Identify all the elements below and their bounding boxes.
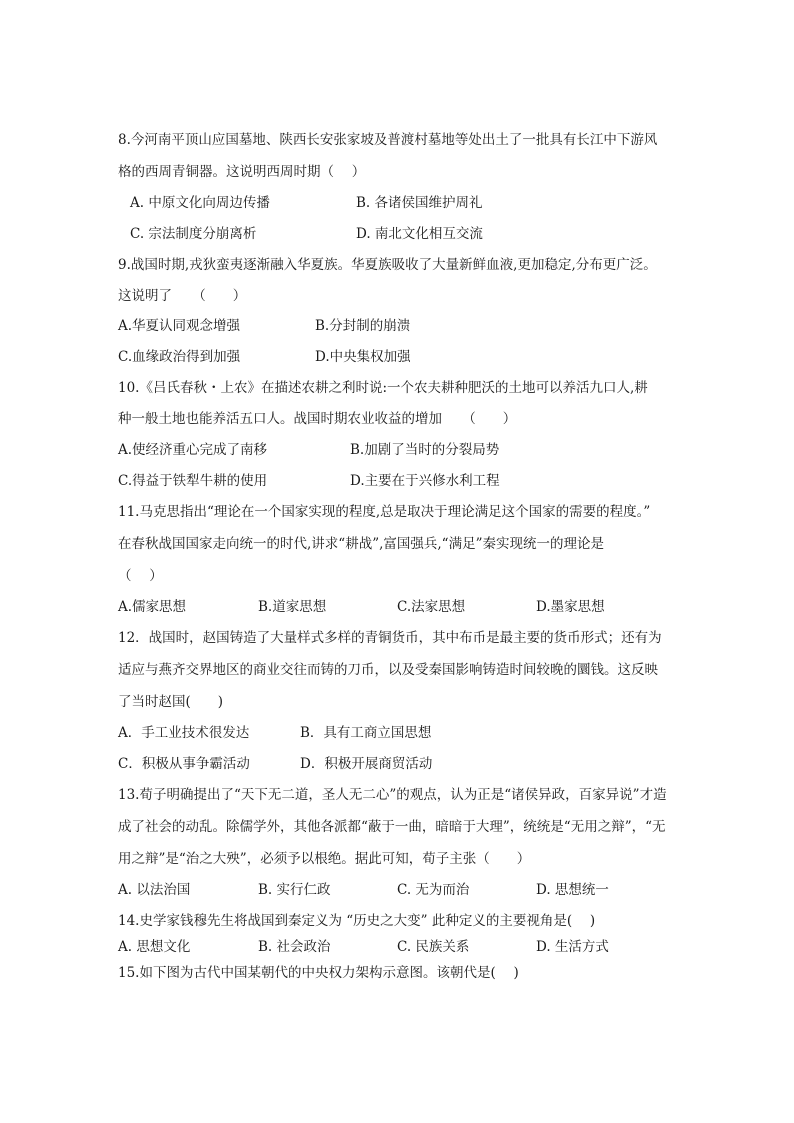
q8-option-b: B. 各诸侯国维护周礼 bbox=[356, 195, 483, 211]
q10-option-c: C.得益于铁犁牛耕的使用 bbox=[118, 473, 268, 489]
q9-option-a: A.华夏认同观念增强 bbox=[118, 318, 241, 334]
q11-stem-line-1: 11.马克思指出“理论在一个国家实现的程度,总是取决于理论满足这个国家的需要的程度。” bbox=[118, 504, 651, 520]
q10-stem-line-1: 10.《吕氏春秋・上农》在描述农耕之利时说:一个农夫耕种肥沃的土地可以养活九口人,耕 bbox=[118, 380, 648, 396]
q14-option-d: D. 生活方式 bbox=[536, 939, 609, 955]
q12-option-b: B．具有工商立国思想 bbox=[300, 725, 432, 741]
q9-option-b: B.分封制的崩溃 bbox=[315, 318, 411, 334]
q13-stem-line-3: 用之辩”是“治之大殃”，必须予以根绝。据此可知，荀子主张（ ） bbox=[118, 851, 531, 867]
q11-option-b: B.道家思想 bbox=[258, 599, 327, 615]
q14-option-c: C. 民族关系 bbox=[397, 939, 470, 955]
q10-option-a: A.使经济重心完成了南移 bbox=[118, 442, 268, 458]
q13-option-b: B. 实行仁政 bbox=[258, 882, 331, 898]
q12-option-c: C．积极从事争霸活动 bbox=[118, 756, 250, 772]
q11-option-c: C.法家思想 bbox=[397, 599, 466, 615]
q8-stem-line-2: 格的西周青铜器。这说明西周时期（ ） bbox=[118, 164, 366, 180]
q9-option-d: D.中央集权加强 bbox=[315, 349, 411, 365]
q13-option-c: C. 无为而治 bbox=[397, 882, 470, 898]
q8-option-c: C. 宗法制度分崩离析 bbox=[130, 226, 257, 242]
q12-stem-line-3: 了当时赵国( ) bbox=[118, 694, 224, 710]
q12-option-d: D．积极开展商贸活动 bbox=[300, 756, 433, 772]
q11-stem-line-3: （ ） bbox=[118, 568, 163, 584]
q11-option-a: A.儒家思想 bbox=[118, 599, 187, 615]
q10-stem-line-2: 种一般土地也能养活五口人。战国时期农业收益的增加 （ ） bbox=[118, 411, 517, 427]
q10-option-d: D.主要在于兴修水利工程 bbox=[350, 473, 500, 489]
q13-stem-line-2: 成了社会的动乱。除儒学外，其他各派都“蔽于一曲，暗暗于大理”，统统是“无用之辩”，“无 bbox=[118, 819, 666, 835]
q8-stem-line-1: 8.今河南平顶山应国墓地、陕西长安张家坡及普渡村墓地等处出土了一批具有长江中下游风 bbox=[118, 132, 658, 148]
q11-option-d: D.墨家思想 bbox=[536, 599, 605, 615]
q10-option-b: B.加剧了当时的分裂局势 bbox=[350, 442, 500, 458]
q13-option-a: A. 以法治国 bbox=[118, 882, 191, 898]
q9-stem-line-1: 9.战国时期,戎狄蛮夷逐渐融入华夏族。华夏族吸收了大量新鲜血液,更加稳定,分布更广泛。 bbox=[118, 257, 657, 273]
q12-stem-line-1: 12．战国时，赵国铸造了大量样式多样的青铜货币，其中布币是最主要的货币形式；还有为 bbox=[118, 630, 662, 646]
q8-option-d: D. 南北文化相互交流 bbox=[356, 226, 483, 242]
q12-option-a: A．手工业技术很发达 bbox=[118, 725, 250, 741]
q9-stem-line-2: 这说明了 （ ） bbox=[118, 288, 247, 304]
q13-option-d: D. 思想统一 bbox=[536, 882, 609, 898]
q14-option-b: B. 社会政治 bbox=[258, 939, 331, 955]
q13-stem-line-1: 13.荀子明确提出了“天下无二道，圣人无二心”的观点，认为正是“诸侯异政，百家异说”才造 bbox=[118, 787, 667, 803]
q14-option-a: A. 思想文化 bbox=[118, 939, 191, 955]
q8-option-a: A. 中原文化向周边传播 bbox=[130, 195, 270, 211]
q14-stem-line-1: 14.史学家钱穆先生将战国到秦定义为 “历史之大变” 此种定义的主要视角是( ) bbox=[118, 913, 596, 929]
q12-stem-line-2: 适应与燕齐交界地区的商业交往而铸的刀币，以及受秦国影响铸造时间较晚的圜钱。这反映 bbox=[118, 662, 658, 678]
q11-stem-line-2: 在春秋战国国家走向统一的时代,讲求“耕战”,富国强兵,“满足”秦实现统一的理论是 bbox=[118, 536, 604, 552]
q15-stem-line-1: 15.如下图为古代中国某朝代的中央权力架构示意图。该朝代是( ) bbox=[118, 965, 519, 981]
q9-option-c: C.血缘政治得到加强 bbox=[118, 349, 241, 365]
